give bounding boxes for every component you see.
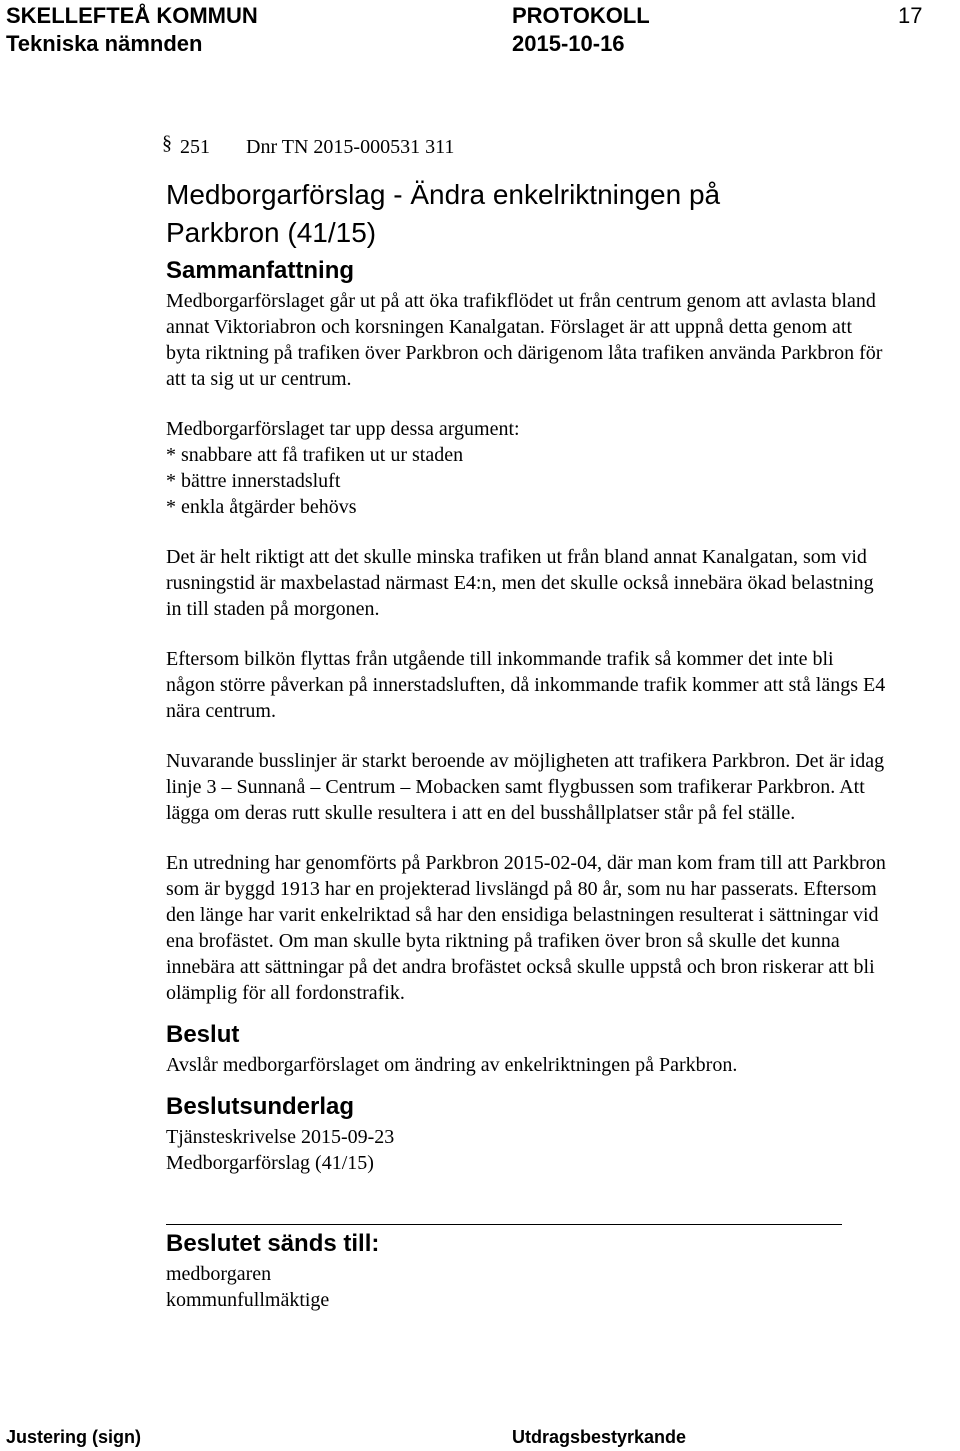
document-body	[162, 128, 886, 1313]
page-number: 17	[898, 3, 923, 28]
argument-item: * bättre innerstadsluft	[166, 470, 341, 492]
decision-heading: Beslut	[166, 1021, 240, 1048]
decision-text: Avslår medborgarförslaget om ändring av enkelriktningen på Parkbron.	[166, 1054, 738, 1076]
summary-paragraph-5: En utredning har genomförts på Parkbron 2015-02-04, där man kom fram till att Parkbron som är byggd 1913 har en projekterad livslängd på 80 år, som nu har passerats. Eftersom den länge har varit enkelriktad så har den ensidiga belastningen resulterat i sättningar vid ena brofästet. Om man skulle byta riktning på trafiken över bron så skulle det kunna innebära att sättningar på det andra brofästet också skulle uppstå och bron riskerar att bli olämplig för all fordonstrafik.	[166, 852, 886, 1004]
committee-name: Tekniska nämnden	[6, 31, 203, 56]
section-number: 251	[180, 136, 210, 158]
section-mark: §	[162, 132, 172, 154]
meeting-date: 2015-10-16	[512, 31, 625, 56]
arguments-intro: Medborgarförslaget tar upp dessa argument:	[166, 418, 520, 440]
basis-item: Medborgarförslag (41/15)	[166, 1152, 374, 1174]
footer-signature-label: Justering (sign)	[6, 1427, 142, 1447]
org-name: SKELLEFTEÅ KOMMUN	[6, 3, 258, 28]
footer-certification-label: Utdragsbestyrkande	[512, 1427, 687, 1447]
summary-paragraph-4: Nuvarande busslinjer är starkt beroende av möjligheten att trafikera Parkbron. Det är idag linje 3 – Sunnanå – Centrum – Mobacken samt flygbussen som trafikerar Parkbron. Att lägga om deras rutt skulle resultera i att en del busshållplatser står på fel ställe.	[166, 750, 885, 824]
case-header	[162, 128, 886, 164]
recipient-item: kommunfullmäktige	[166, 1289, 330, 1311]
summary-paragraph-3: Eftersom bilkön flyttas från utgående till inkommande trafik så kommer det inte bli någon större påverkan på innerstadsluften, då inkommande trafik kommer att stå längs E4 nära centrum.	[166, 648, 886, 722]
case-title: Medborgarförslag - Ändra enkelriktningen på Parkbron (41/15)	[166, 179, 721, 248]
divider-line	[166, 1224, 842, 1225]
argument-item: * enkla åtgärder behövs	[166, 496, 357, 518]
basis-heading: Beslutsunderlag	[166, 1093, 355, 1120]
argument-item: * snabbare att få trafiken ut ur staden	[166, 444, 464, 466]
summary-paragraph-2: Det är helt riktigt att det skulle minska trafiken ut från bland annat Kanalgatan, som vid rusningstid är maxbelastad närmast E4:n, men det skulle också innebära ökad belastning in till staden på morgonen.	[166, 546, 874, 620]
summary-heading: Sammanfattning	[166, 257, 355, 284]
recipient-item: medborgaren	[166, 1263, 272, 1285]
summary-paragraph-1: Medborgarförslaget går ut på att öka trafikflödet ut från centrum genom att avlasta bland annat Viktoriabron och korsningen Kanalgatan. Förslaget är att uppnå detta genom att byta riktning på trafiken över Parkbron och därigenom låta trafiken använda Parkbron för att ta sig ut ur centrum.	[166, 290, 883, 390]
doc-type: PROTOKOLL	[512, 3, 650, 28]
diary-number: Dnr TN 2015-000531 311	[246, 136, 455, 158]
recipients-heading: Beslutet sänds till:	[166, 1230, 380, 1257]
basis-item: Tjänsteskrivelse 2015-09-23	[166, 1126, 395, 1148]
